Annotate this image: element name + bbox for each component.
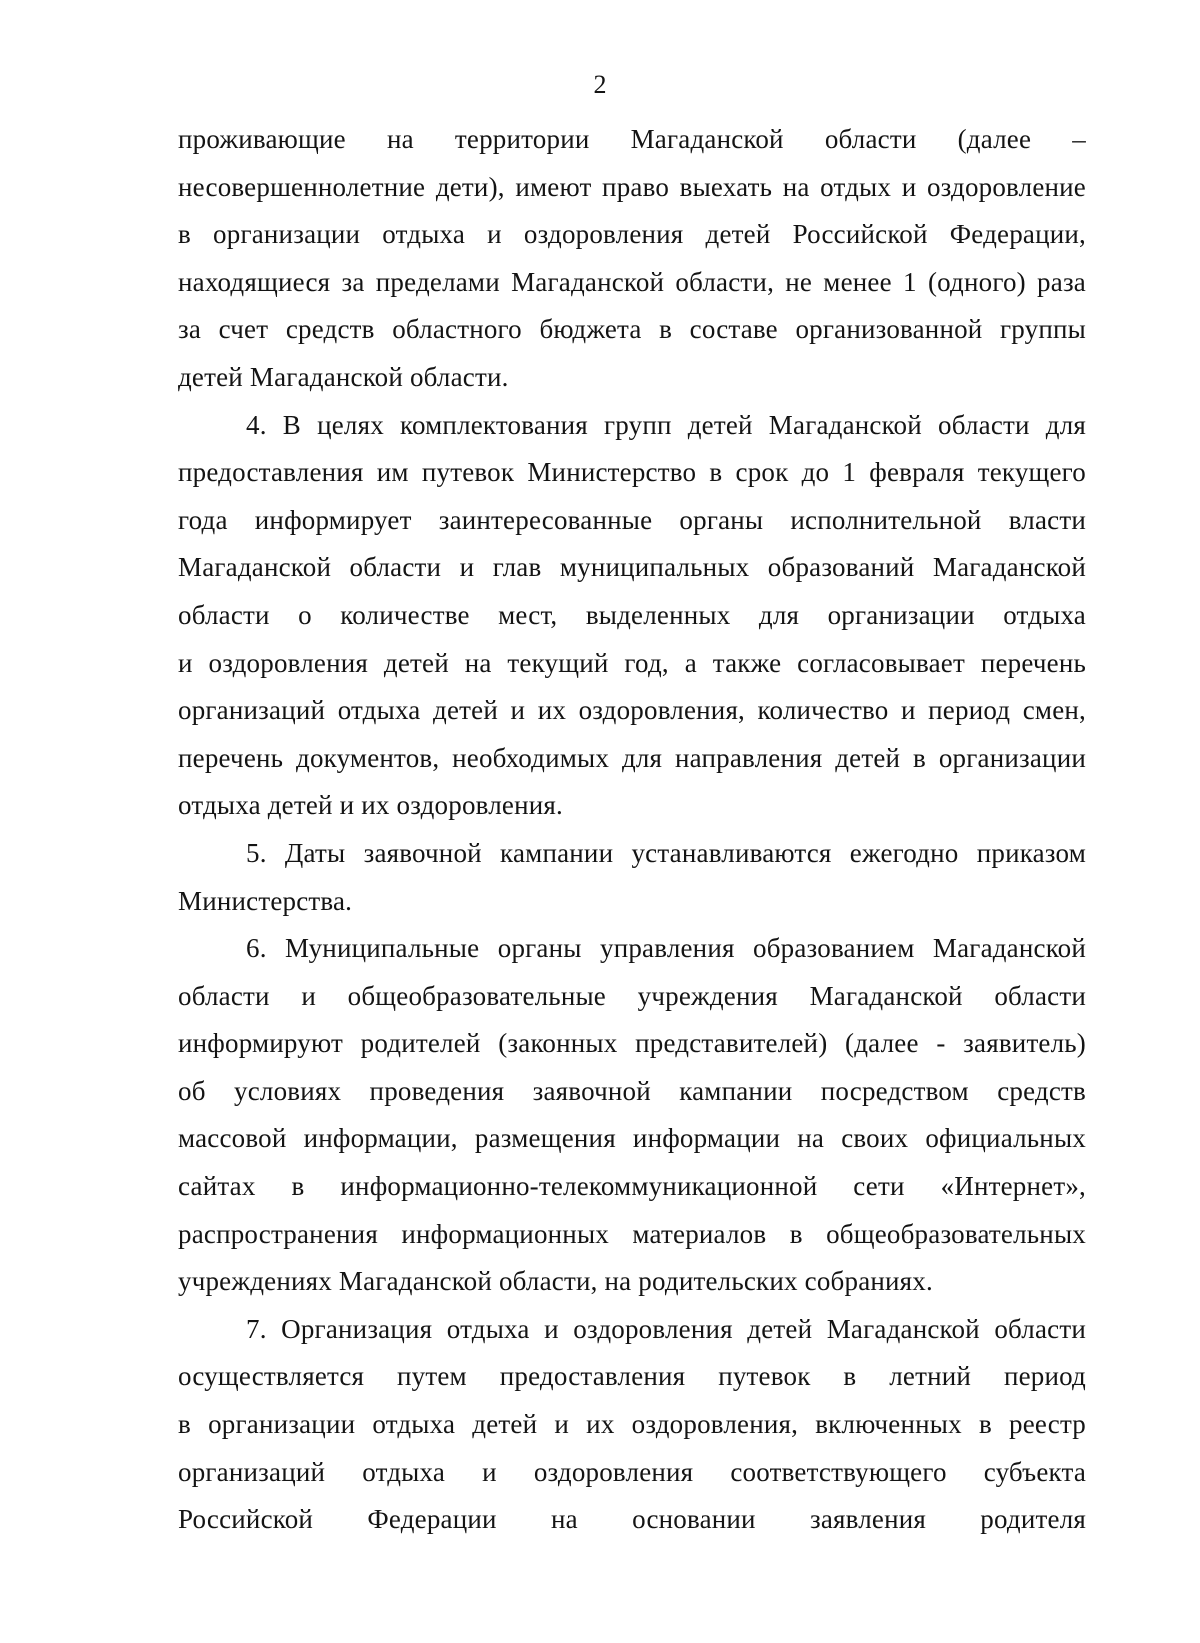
text-line: находящиеся за пределами Магаданской области, не менее 1 (одного) раза xyxy=(178,266,1086,297)
text-line: 7. Организация отдыха и оздоровления детей Магаданской области xyxy=(246,1313,1086,1344)
text-line: учреждениях Магаданской области, на родительских собраниях. xyxy=(178,1266,933,1297)
text-line: области о количестве мест, выделенных для организации отдыха xyxy=(178,599,1086,630)
text-line: за счет средств областного бюджета в составе организованной группы xyxy=(178,314,1086,345)
text-line: проживающие на территории Магаданской области (далее – xyxy=(178,124,1086,154)
text-line: 6. Муниципальные органы управления образованием Магаданской xyxy=(246,933,1086,964)
text-line: Магаданской области и глав муниципальных образований Магаданской xyxy=(178,552,1086,583)
text-line: Министерства. xyxy=(178,885,353,916)
text-line: об условиях проведения заявочной кампании посредством средств xyxy=(178,1075,1086,1106)
text-line: и оздоровления детей на текущий год, а также согласовывает перечень xyxy=(178,647,1086,678)
text-line: распространения информационных материалов в общеобразовательных xyxy=(178,1218,1086,1249)
text-line: предоставления им путевок Министерство в срок до 1 февраля текущего xyxy=(178,457,1086,488)
text-line: несовершеннолетние дети), имеют право выехать на отдых и оздоровление xyxy=(178,171,1086,202)
text-line: организаций отдыха и оздоровления соответствующего субъекта xyxy=(178,1456,1086,1487)
text-line: осуществляется путем предоставления путевок в летний период xyxy=(178,1361,1086,1392)
text-line: в организации отдыха детей и их оздоровления, включенных в реестр xyxy=(178,1409,1086,1440)
text-line: 4. В целях комплектования групп детей Магаданской области для xyxy=(246,409,1086,440)
text-line: года информирует заинтересованные органы исполнительной власти xyxy=(178,504,1086,535)
text-line: 5. Даты заявочной кампании устанавливаются ежегодно приказом xyxy=(246,837,1086,868)
document-body xyxy=(178,116,1086,1544)
text-line: перечень документов, необходимых для направления детей в организации xyxy=(178,742,1086,773)
text-line: сайтах в информационно-телекоммуникационной сети «Интернет», xyxy=(178,1171,1086,1202)
text-line: информируют родителей (законных представителей) (далее - заявитель) xyxy=(178,1028,1086,1059)
text-line: Российской Федерации на основании заявления родителя xyxy=(178,1504,1086,1535)
text-line: области и общеобразовательные учреждения Магаданской области xyxy=(178,980,1086,1011)
text-line: в организации отдыха и оздоровления детей Российской Федерации, xyxy=(178,219,1086,250)
text-line: организаций отдыха детей и их оздоровления, количество и период смен, xyxy=(178,695,1086,726)
text-line: детей Магаданской области. xyxy=(178,361,509,392)
page-number: 2 xyxy=(593,70,607,99)
text-line: отдыха детей и их оздоровления. xyxy=(178,790,563,821)
text-line: массовой информации, размещения информации на своих официальных xyxy=(178,1123,1086,1154)
